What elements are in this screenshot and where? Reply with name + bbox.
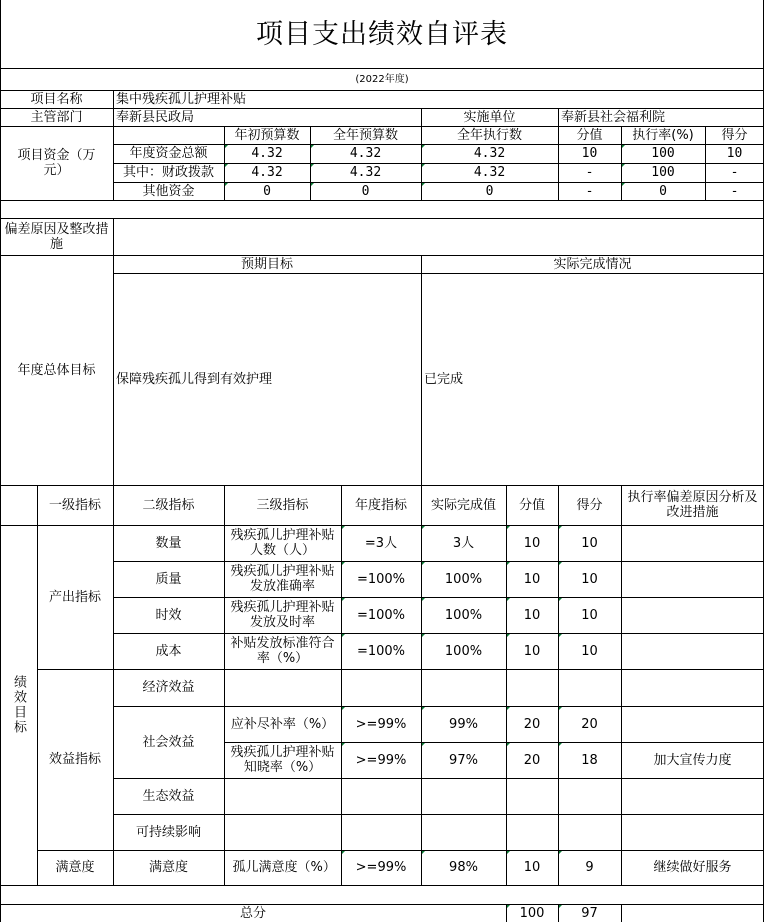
benefit-actual[interactable]: 99%: [421, 706, 506, 742]
satisfaction-note[interactable]: 继续做好服务: [653, 860, 732, 875]
funds-cell[interactable]: 100: [621, 163, 705, 182]
satisfaction-score[interactable]: 10: [506, 850, 558, 885]
benefit-actual[interactable]: 97%: [421, 742, 506, 778]
output-score[interactable]: 10: [506, 525, 558, 561]
output-l3: 残疾孤儿护理补贴人数（人）: [230, 528, 335, 558]
satisfaction-l2: 满意度: [148, 860, 188, 875]
output-target[interactable]: =100%: [341, 597, 421, 633]
output-l2: 质量: [155, 571, 182, 587]
economic-benefit-label: 经济效益: [142, 680, 195, 695]
satisfaction-l3: 孤儿满意度（%）: [232, 860, 336, 875]
perf-goal-label: 绩效目标: [11, 675, 26, 735]
ecological-benefit-label: 生态效益: [142, 788, 195, 804]
funds-row-label: 其他资金: [142, 183, 195, 199]
output-got[interactable]: 10: [558, 525, 621, 561]
output-target[interactable]: =100%: [341, 633, 421, 669]
output-l2: 成本: [155, 643, 182, 659]
expected-goal-text[interactable]: 保障残疾孤儿得到有效护理: [116, 371, 273, 387]
funds-cell[interactable]: 100: [621, 144, 705, 163]
funds-cell[interactable]: 0: [621, 182, 705, 200]
deviation-label: 偏差原因及整改措施: [4, 221, 109, 252]
benefit-got[interactable]: 18: [558, 742, 621, 778]
expected-goal-header: 预期目标: [240, 256, 293, 272]
funds-header: 得分: [721, 127, 748, 143]
perf-header: 执行率偏差原因分析及改进措施: [627, 490, 758, 520]
output-score[interactable]: 10: [506, 633, 558, 669]
output-l3: 补贴发放标准符合率（%）: [230, 636, 335, 666]
funds-cell[interactable]: 4.32: [310, 144, 421, 163]
funds-cell[interactable]: 4.32: [421, 144, 558, 163]
output-score[interactable]: 10: [506, 597, 558, 633]
perf-header: 二级指标: [142, 497, 195, 513]
output-note[interactable]: [621, 597, 764, 633]
annual-goal-label: 年度总体目标: [17, 362, 96, 378]
total-score[interactable]: 100: [506, 904, 558, 922]
funds-header: 全年预算数: [332, 127, 398, 143]
output-actual[interactable]: 100%: [421, 633, 506, 669]
perf-header: 得分: [576, 497, 603, 513]
actual-result-text[interactable]: 已完成: [424, 371, 464, 387]
satisfaction-indicator-label: 满意度: [55, 860, 95, 875]
output-indicator-label: 产出指标: [48, 589, 101, 605]
total-label: 总分: [239, 905, 266, 921]
perf-header: 三级指标: [256, 497, 309, 513]
project-name-label: 项目名称: [30, 91, 83, 107]
department-label: 主管部门: [30, 109, 83, 125]
satisfaction-target[interactable]: >=99%: [341, 850, 421, 885]
benefit-got[interactable]: 20: [558, 706, 621, 742]
social-benefit-label: 社会效益: [142, 734, 195, 750]
funds-header: 执行率(%): [632, 127, 694, 143]
funds-cell[interactable]: 10: [581, 146, 598, 161]
funds-row-label: 年度资金总额: [129, 146, 208, 161]
benefit-l3: 应补尽补率（%）: [230, 716, 335, 732]
funds-cell[interactable]: -: [585, 165, 594, 180]
funds-cell[interactable]: 0: [421, 182, 558, 200]
output-note[interactable]: [621, 633, 764, 669]
benefit-note[interactable]: [621, 706, 764, 742]
perf-header: 一级指标: [48, 497, 101, 513]
benefit-indicator-label: 效益指标: [48, 752, 101, 767]
perf-header: 实际完成值: [430, 497, 496, 513]
output-got[interactable]: 10: [558, 597, 621, 633]
output-got[interactable]: 10: [558, 561, 621, 597]
benefit-target[interactable]: >=99%: [341, 706, 421, 742]
output-l3: 残疾孤儿护理补贴发放及时率: [230, 600, 335, 630]
actual-result-header: 实际完成情况: [553, 256, 632, 272]
funds-cell[interactable]: -: [730, 165, 739, 180]
funds-row-label: 其中：财政拨款: [122, 165, 214, 180]
sustainable-impact-label: 可持续影响: [135, 824, 201, 840]
project-name-value[interactable]: 集中残疾孤儿护理补贴: [116, 91, 247, 107]
benefit-score[interactable]: 20: [506, 706, 558, 742]
perf-header: 年度指标: [354, 497, 407, 513]
sheet-title: 项目支出绩效自评表: [256, 18, 508, 50]
funds-cell[interactable]: -: [730, 183, 739, 199]
output-target[interactable]: =3人: [341, 525, 421, 561]
implementing-unit-value[interactable]: 奉新县社会福利院: [561, 109, 666, 125]
output-l2: 数量: [155, 535, 182, 551]
satisfaction-actual[interactable]: 98%: [421, 850, 506, 885]
output-l2: 时效: [155, 607, 182, 623]
output-got[interactable]: 10: [558, 633, 621, 669]
output-actual[interactable]: 100%: [421, 561, 506, 597]
benefit-target[interactable]: >=99%: [341, 742, 421, 778]
satisfaction-got[interactable]: 9: [558, 850, 621, 885]
year-label: (2022年度): [355, 73, 409, 85]
benefit-note[interactable]: 加大宣传力度: [653, 752, 732, 768]
funds-cell[interactable]: 10: [726, 146, 743, 161]
funds-header: 分值: [576, 127, 603, 143]
funds-cell[interactable]: 4.32: [310, 163, 421, 182]
funds-cell[interactable]: 4.32: [224, 163, 310, 182]
funds-header: 年初预算数: [234, 127, 300, 143]
funds-header: 全年执行数: [456, 127, 522, 143]
output-note[interactable]: [621, 561, 764, 597]
benefit-l3: 残疾孤儿护理补贴知晓率（%）: [230, 745, 335, 775]
funds-cell[interactable]: 4.32: [224, 144, 310, 163]
project-funds-label: 项目资金（万元）: [17, 148, 96, 178]
output-l3: 残疾孤儿护理补贴发放准确率: [230, 564, 335, 594]
funds-cell[interactable]: 0: [310, 182, 421, 200]
department-value[interactable]: 奉新县民政局: [116, 109, 195, 125]
output-score[interactable]: 10: [506, 561, 558, 597]
output-note[interactable]: [621, 525, 764, 561]
funds-cell[interactable]: -: [585, 183, 594, 199]
funds-cell[interactable]: 4.32: [421, 163, 558, 182]
output-target[interactable]: =100%: [341, 561, 421, 597]
output-actual[interactable]: 100%: [421, 597, 506, 633]
benefit-score[interactable]: 20: [506, 742, 558, 778]
total-got[interactable]: 97: [558, 904, 621, 922]
implementing-unit-label: 实施单位: [463, 109, 516, 125]
deviation-value[interactable]: [113, 218, 764, 255]
perf-header: 分值: [518, 497, 545, 513]
funds-cell[interactable]: 0: [224, 182, 310, 200]
output-actual[interactable]: 3人: [421, 525, 506, 561]
